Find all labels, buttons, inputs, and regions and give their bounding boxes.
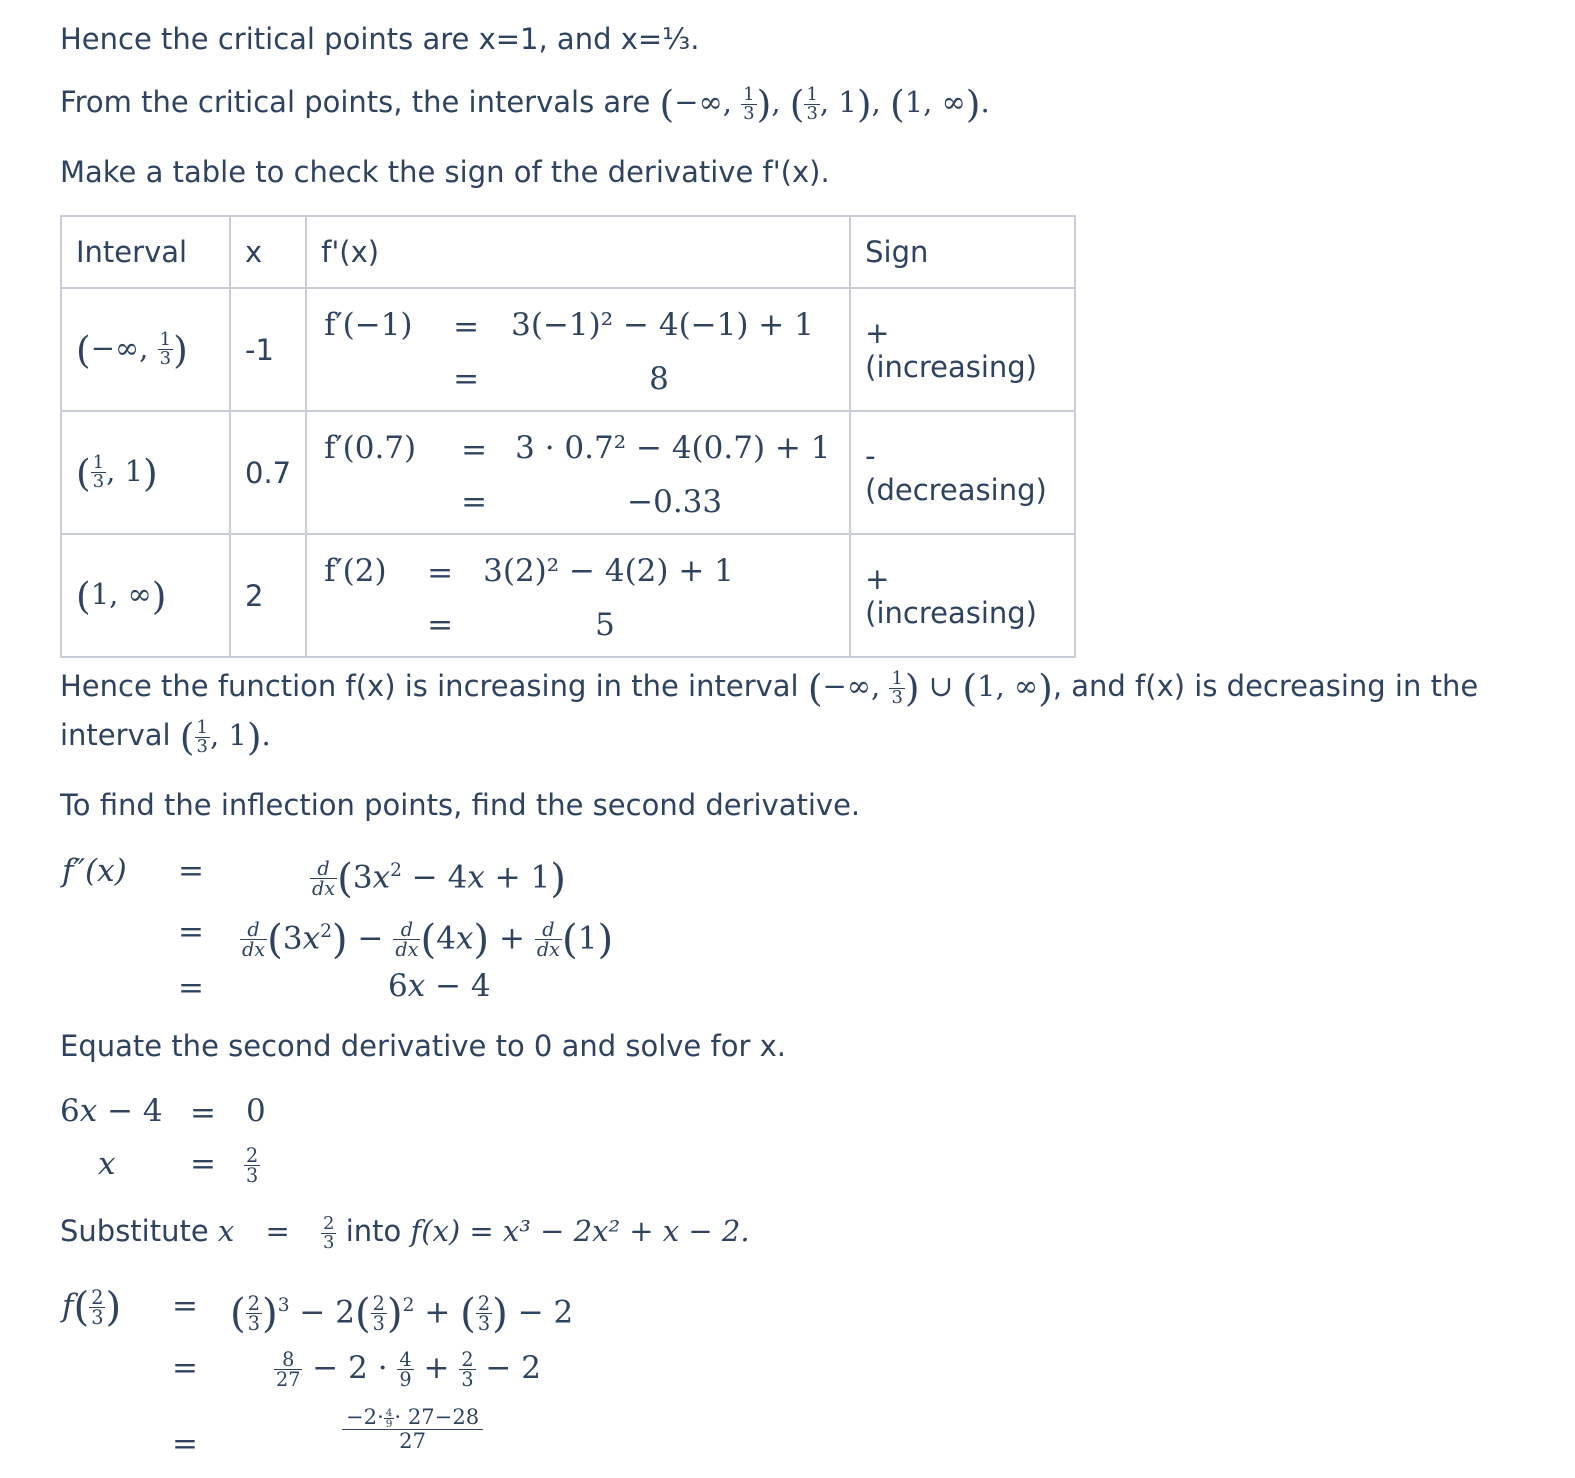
equals-sign: = <box>461 484 488 520</box>
derivation-step-1: $\frac{d}{dx}$ $(3x^2 - 4x + 1)$ <box>312 854 566 902</box>
evaluate-step-2: $\frac{8}{27}$ − 2 · $\frac{4}{9}$ + $\frac{2}{3}$ − 2 <box>276 1347 541 1391</box>
x-cell: -1 <box>230 288 306 411</box>
substitute-prefix: Substitute <box>60 1214 209 1248</box>
equals-sign: = <box>453 309 480 345</box>
inflection-intro: To find the inflection points, find the second derivative. <box>60 788 861 822</box>
conclusion-prefix: Hence the function f(x) is increasing in the interval <box>60 669 799 703</box>
sign-cell: + (increasing) <box>850 534 1075 657</box>
increasing-intervals-math: (−∞, $\frac{1}{3}$ ) ∪ (1, ∞) <box>807 666 1053 710</box>
solve-lhs: 6x − 4 <box>60 1093 163 1129</box>
intervals-prefix: From the critical points, the intervals are <box>60 85 651 119</box>
table-row <box>61 288 1075 411</box>
equals-sign: = <box>172 1426 198 1462</box>
evaluate-step-3: −2· $\frac{4}{9}$ · 27−28 27 <box>342 1406 483 1452</box>
equals-sign: = <box>427 555 454 591</box>
equals-sign: = <box>453 361 480 397</box>
table-row <box>61 534 1075 657</box>
sign-table <box>60 215 1076 658</box>
conclusion-line-2 <box>60 715 271 757</box>
fprime-result: 5 <box>595 607 615 643</box>
table-row <box>61 411 1075 534</box>
header-sign: Sign <box>850 216 1075 288</box>
f-of-two-thirds: f( $\frac{2}{3}$ ) <box>62 1283 122 1331</box>
header-fprime: f'(x) <box>306 216 850 288</box>
table-header-row <box>61 216 1075 288</box>
intervals-text <box>60 82 990 124</box>
fprime-expression: 3 · 0.7² − 4(0.7) + 1 <box>515 430 831 466</box>
equals-sign: = <box>172 1288 198 1324</box>
table-intro-text: Make a table to check the sign of the derivative f'(x). <box>60 155 830 189</box>
fprime-label: f′(2) <box>324 553 387 589</box>
header-x: x <box>230 216 306 288</box>
interval-cell: (−∞, $\frac{1}{3}$ ) <box>61 288 230 411</box>
x-cell: 2 <box>230 534 306 657</box>
conclusion-line-1 <box>60 666 1478 708</box>
derivation-step-2: $\frac{d}{dx}$ $(3x^2)$ − $\frac{d}{dx}$ (4x) + $\frac{d}{dx}$ (1) <box>242 915 614 963</box>
solve-rhs: 0 <box>246 1093 266 1129</box>
second-derivative-label: f″(x) <box>62 853 127 889</box>
fprime-result: 8 <box>649 361 669 397</box>
interval-cell: (1, ∞) <box>61 534 230 657</box>
equals-sign: = <box>190 1146 216 1182</box>
equals-sign: = <box>178 970 204 1006</box>
equals-sign: = <box>265 1214 290 1248</box>
fprime-label: f′(0.7) <box>324 430 417 466</box>
decreasing-interval-math: ( $\frac{1}{3}$ , 1). <box>179 715 271 759</box>
header-interval: Interval <box>61 216 230 288</box>
equals-sign: = <box>427 607 454 643</box>
fprime-cell <box>306 288 850 411</box>
derivation-result: 6x − 4 <box>388 968 491 1004</box>
function-definition: f(x) = x³ − 2x² + x − 2. <box>410 1214 750 1248</box>
equals-sign: = <box>178 853 204 889</box>
substitute-value: $\frac{2}{3}$ <box>323 1212 335 1253</box>
x-cell: 0.7 <box>230 411 306 534</box>
interval-cell: ( $\frac{1}{3}$ , 1) <box>61 411 230 534</box>
conclusion-interval-word: interval <box>60 718 171 752</box>
fprime-label: f′(−1) <box>324 307 413 343</box>
critical-points-text: Hence the critical points are x=1, and x=⅓. <box>60 22 700 56</box>
sign-cell: + (increasing) <box>850 288 1075 411</box>
equals-sign: = <box>461 432 488 468</box>
substitute-line <box>60 1211 750 1251</box>
sign-cell: - (decreasing) <box>850 411 1075 534</box>
conclusion-suffix: , and f(x) is decreasing in the <box>1052 669 1479 703</box>
fprime-expression: 3(2)² − 4(2) + 1 <box>483 553 734 589</box>
equals-sign: = <box>190 1095 216 1131</box>
equals-sign: = <box>172 1350 198 1386</box>
fprime-cell <box>306 534 850 657</box>
fprime-result: −0.33 <box>627 484 723 520</box>
fprime-cell <box>306 411 850 534</box>
substitute-variable: x <box>217 1214 235 1248</box>
evaluate-step-1: ( $\frac{2}{3}$ )$^3$ − 2( $\frac{2}{3}$ )$^2$ + ( $\frac{2}{3}$ ) − 2 <box>230 1289 574 1337</box>
equate-text: Equate the second derivative to 0 and solve for x. <box>60 1029 786 1063</box>
fprime-expression: 3(−1)² − 4(−1) + 1 <box>511 307 814 343</box>
solve-value: $\frac{2}{3}$ <box>246 1143 259 1187</box>
equals-sign: = <box>178 914 204 950</box>
substitute-into: into <box>345 1214 402 1248</box>
intervals-math: (−∞, $\frac{1}{3}$ ), ( $\frac{1}{3}$ , 1), (1, ∞). <box>659 82 990 126</box>
solve-x: x <box>98 1146 116 1182</box>
